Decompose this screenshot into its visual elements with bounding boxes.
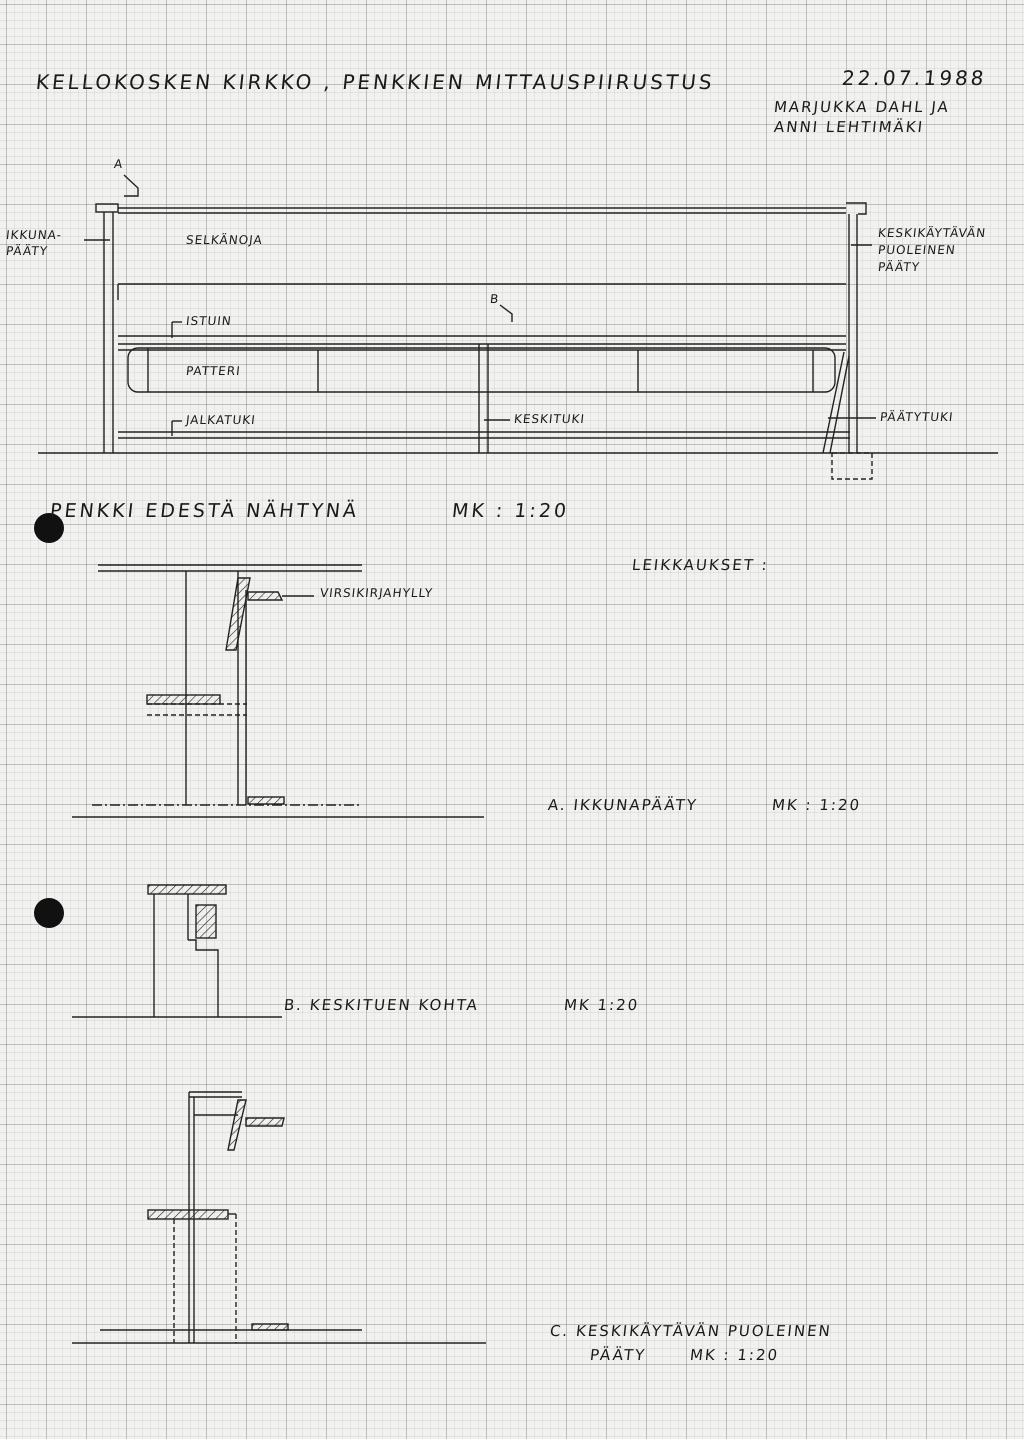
front-view-scale: MK : 1:20 [450,500,571,522]
label-ikkunapaaty-2: PÄÄTY [5,244,49,258]
section-b-caption: B. KESKITUEN KOHTA [283,996,480,1014]
author-line-2: ANNI LEHTIMÄKI [773,118,926,136]
section-marker-a: A [113,157,124,171]
label-keskikaytavan-1: KESKIKÄYTÄVÄN [877,226,987,240]
label-paatytuki: PÄÄTYTUKI [879,410,955,424]
section-a-drawing [72,565,484,817]
label-istuin: ISTUIN [185,314,233,328]
label-virsikirjahylly: VIRSIKIRJAHYLLY [319,586,434,600]
section-b-drawing [72,885,282,1017]
author-line-1: MARJUKKA DAHL JA [773,98,951,116]
label-jalkatuki: JALKATUKI [185,413,257,427]
drawing-title: KELLOKOSKEN KIRKKO , PENKKIEN MITTAUSPIIRUSTUS [34,70,716,94]
label-keskituki: KESKITUKI [513,412,586,426]
section-a-caption: A. IKKUNAPÄÄTY [547,796,699,814]
section-c-drawing [72,1092,486,1343]
section-b-scale: MK 1:20 [563,996,641,1014]
section-c-caption-2: PÄÄTY [589,1346,648,1364]
label-selkanoja: SELKÄNOJA [185,233,264,247]
drawing-date: 22.07.1988 [840,66,988,90]
label-ikkunapaaty-1: IKKUNA- [5,228,63,242]
label-patteri: PATTERI [185,364,242,378]
section-a-scale: MK : 1:20 [771,796,863,814]
front-view-caption: PENKKI EDESTÄ NÄHTYNÄ [48,500,361,522]
section-c-scale: MK : 1:20 [689,1346,781,1364]
sections-heading: LEIKKAUKSET : [631,556,770,574]
label-keskikaytavan-2: PUOLEINEN [877,243,957,257]
section-c-caption-1: C. KESKIKÄYTÄVÄN PUOLEINEN [549,1322,833,1340]
label-keskikaytavan-3: PÄÄTY [877,260,921,274]
front-view-bench [38,175,998,479]
section-marker-b: B [489,292,500,306]
